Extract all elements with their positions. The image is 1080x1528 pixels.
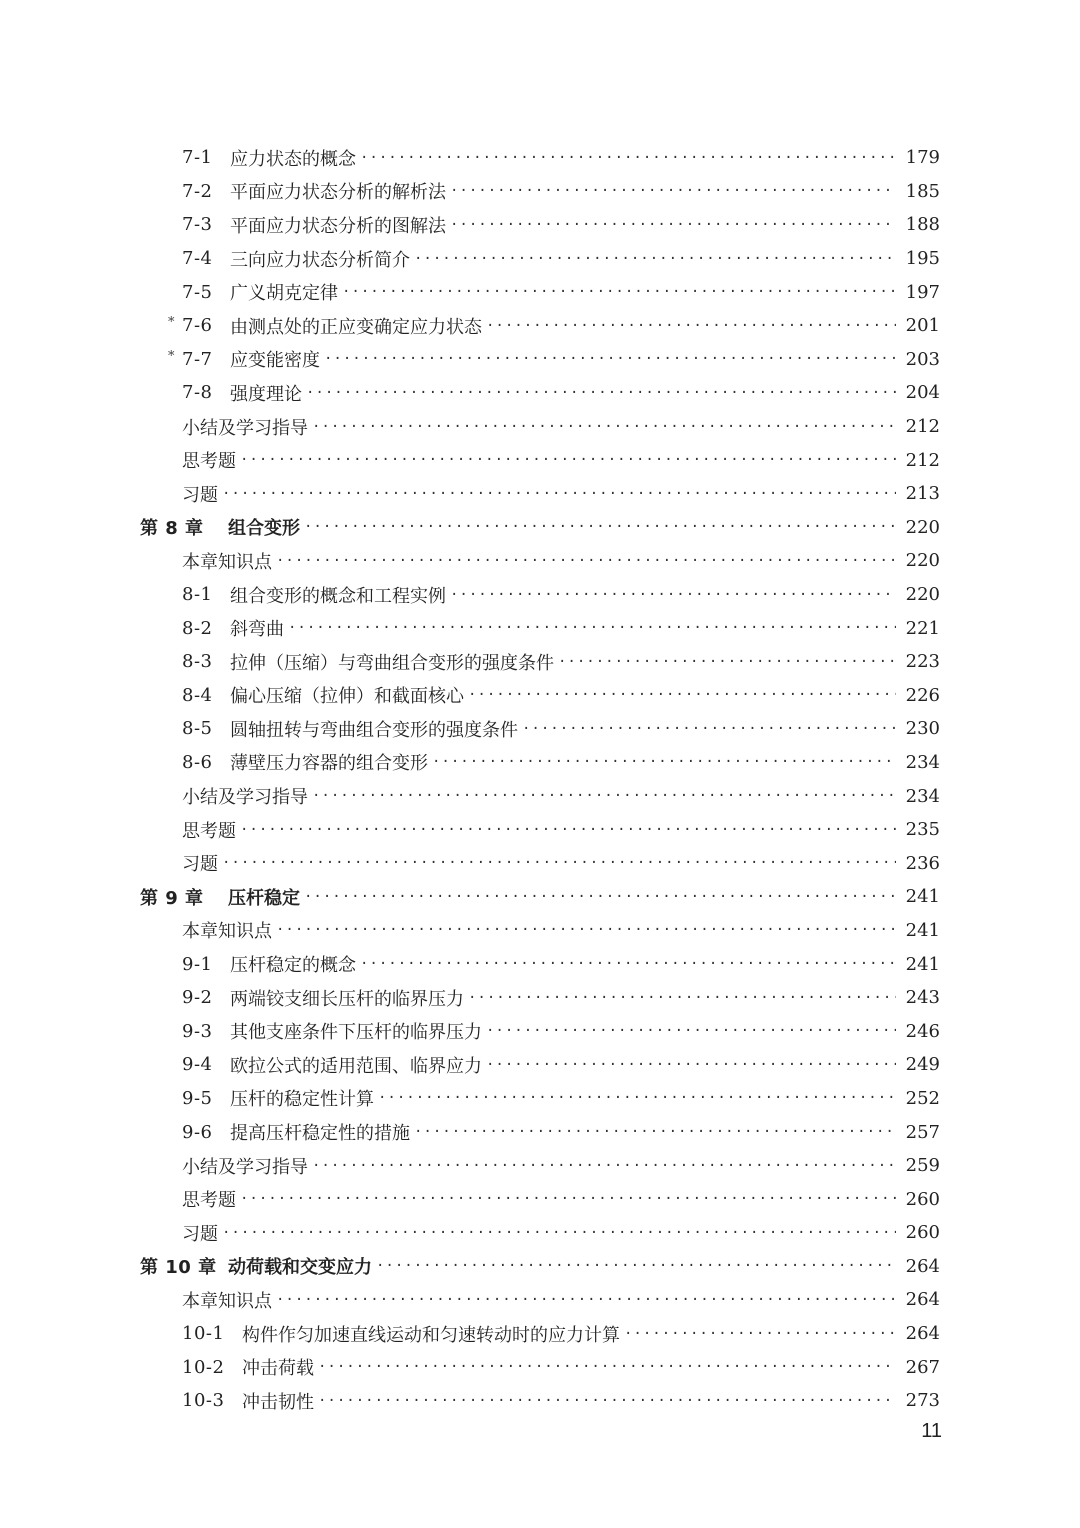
toc-section-entry [140, 981, 940, 1015]
entry-page-number: 226 [905, 684, 940, 706]
entry-number: 8-4 [182, 684, 213, 706]
dot-leader [312, 788, 896, 804]
toc-section-entry [140, 914, 940, 948]
entry-number: 10-1 [182, 1323, 225, 1345]
entry-title: 广义胡克定律 [230, 283, 338, 305]
toc-section-entry [140, 443, 940, 477]
entry-title: 由测点处的正应变确定应力状态 [230, 316, 482, 338]
dot-leader [360, 150, 896, 166]
entry-page-number: 241 [905, 919, 940, 941]
toc-section-entry [140, 779, 940, 813]
toc-section-entry [140, 477, 940, 511]
entry-title: 本章知识点 [182, 921, 272, 943]
entry-title: 压杆的稳定性计算 [230, 1089, 374, 1111]
dot-leader [288, 620, 896, 636]
entry-title: 小结及学习指导 [182, 787, 308, 809]
toc-section-entry [140, 611, 940, 645]
entry-page-number: 204 [905, 382, 940, 404]
entry-page-number: 241 [905, 953, 940, 975]
toc-section-entry [140, 1115, 940, 1149]
dot-leader [468, 687, 896, 703]
entry-number: 8-3 [182, 651, 213, 673]
entry-page-number: 249 [905, 1054, 940, 1076]
entry-page-number: 203 [905, 348, 940, 370]
entry-number: 9-3 [182, 1020, 213, 1042]
dot-leader [450, 217, 896, 233]
toc-section-entry [140, 1384, 940, 1418]
entry-number: 7-7 [182, 348, 213, 370]
entry-title: 小结及学习指导 [182, 1156, 308, 1178]
entry-title: 冲击韧性 [242, 1391, 314, 1413]
dot-leader [222, 486, 896, 502]
toc-section-entry [140, 1149, 940, 1183]
entry-page-number: 197 [905, 281, 940, 303]
entry-title: 组合变形 [228, 518, 300, 540]
dot-leader [522, 721, 896, 737]
toc-section-entry [140, 175, 940, 209]
entry-page-number: 267 [905, 1356, 940, 1378]
dot-leader [240, 452, 896, 468]
toc-section-entry [140, 947, 940, 981]
dot-leader [432, 754, 896, 770]
entry-title: 平面应力状态分析的解析法 [230, 182, 446, 204]
dot-leader [276, 553, 896, 569]
page-number: 11 [921, 1420, 942, 1442]
entry-page-number: 273 [905, 1390, 940, 1412]
dot-leader [624, 1326, 896, 1342]
dot-leader [486, 1023, 896, 1039]
entry-number: 7-2 [182, 180, 213, 202]
entry-page-number: 264 [905, 1323, 940, 1345]
dot-leader [376, 1258, 896, 1274]
toc-section-entry [140, 1082, 940, 1116]
entry-page-number: 264 [905, 1289, 940, 1311]
dot-leader [306, 385, 896, 401]
entry-number: 第 10 章 [140, 1257, 217, 1279]
toc-section-entry [140, 1350, 940, 1384]
entry-title: 压杆稳定的概念 [230, 955, 356, 977]
entry-page-number: 221 [905, 617, 940, 639]
entry-page-number: 235 [905, 819, 940, 841]
toc-chapter-entry [140, 1250, 940, 1284]
entry-page-number: 223 [905, 651, 940, 673]
dot-leader [486, 318, 896, 334]
entry-page-number: 195 [905, 248, 940, 270]
entry-number: 7-5 [182, 281, 213, 303]
toc-section-entry [140, 544, 940, 578]
entry-page-number: 220 [905, 550, 940, 572]
entry-page-number: 212 [905, 449, 940, 471]
toc-section-entry [140, 1283, 940, 1317]
dot-leader [304, 889, 896, 905]
entry-title: 小结及学习指导 [182, 417, 308, 439]
entry-page-number: 201 [905, 315, 940, 337]
entry-number: 9-6 [182, 1121, 213, 1143]
entry-page-number: 259 [905, 1155, 940, 1177]
dot-leader [558, 654, 896, 670]
toc-section-entry: * 7-6 由测点处的正应变确定应力状态 ····· 201 [140, 309, 940, 343]
entry-title: 构件作匀加速直线运动和匀速转动时的应力计算 [242, 1324, 620, 1346]
entry-number: 9-2 [182, 987, 213, 1009]
entry-number: 8-6 [182, 751, 213, 773]
entry-page-number: 188 [905, 214, 940, 236]
entry-page-number: 213 [905, 483, 940, 505]
toc-chapter-entry [140, 511, 940, 545]
entry-number: 7-3 [182, 214, 213, 236]
toc-section-entry [140, 1317, 940, 1351]
entry-page-number: 230 [905, 718, 940, 740]
entry-title: 冲击荷载 [242, 1358, 314, 1380]
dot-leader [450, 587, 896, 603]
dot-leader [450, 183, 896, 199]
toc-chapter-entry [140, 880, 940, 914]
dot-leader [486, 1057, 896, 1073]
entry-page-number: 236 [905, 852, 940, 874]
entry-title: 思考题 [182, 451, 236, 473]
toc-section-entry [140, 410, 940, 444]
toc-section-entry [140, 376, 940, 410]
dot-leader [304, 519, 896, 535]
entry-title: 提高压杆稳定性的措施 [230, 1123, 410, 1145]
entry-page-number: 212 [905, 416, 940, 438]
entry-number: 8-5 [182, 718, 213, 740]
toc-section-entry [140, 813, 940, 847]
entry-title: 其他支座条件下压杆的临界压力 [230, 1022, 482, 1044]
dot-leader [342, 284, 896, 300]
entry-number: 7-6 [182, 315, 213, 337]
entry-number: 8-1 [182, 584, 213, 606]
entry-title: 压杆稳定 [228, 887, 300, 909]
dot-leader [312, 419, 896, 435]
dot-leader [360, 956, 896, 972]
toc-section-entry [140, 746, 940, 780]
toc-section-entry [140, 1014, 940, 1048]
entry-title: 习题 [182, 484, 218, 506]
entry-title: 习题 [182, 1223, 218, 1245]
toc-section-entry [140, 645, 940, 679]
entry-page-number: 220 [905, 516, 940, 538]
entry-title: 本章知识点 [182, 551, 272, 573]
dot-leader [468, 990, 896, 1006]
dot-leader [324, 351, 896, 367]
entry-page-number: 246 [905, 1020, 940, 1042]
entry-title: 拉伸（压缩）与弯曲组合变形的强度条件 [230, 652, 554, 674]
entry-number: 9-5 [182, 1087, 213, 1109]
entry-page-number: 234 [905, 785, 940, 807]
dot-leader [312, 1158, 896, 1174]
entry-title: 强度理论 [230, 383, 302, 405]
entry-page-number: 243 [905, 987, 940, 1009]
dot-leader [276, 922, 896, 938]
toc-section-entry [140, 712, 940, 746]
toc-section-entry: * 7-7 应变能密度 ····· 203 [140, 343, 940, 377]
dot-leader [240, 1191, 896, 1207]
dot-leader [414, 1124, 896, 1140]
entry-title: 平面应力状态分析的图解法 [230, 215, 446, 237]
entry-number: 9-1 [182, 953, 213, 975]
entry-page-number: 252 [905, 1087, 940, 1109]
toc-section-entry [140, 242, 940, 276]
entry-title: 思考题 [182, 820, 236, 842]
entry-number: 7-1 [182, 147, 213, 169]
entry-title: 应变能密度 [230, 350, 320, 372]
entry-number: 10-2 [182, 1356, 225, 1378]
toc-section-entry [140, 1216, 940, 1250]
entry-title: 圆轴扭转与弯曲组合变形的强度条件 [230, 719, 518, 741]
entry-page-number: 185 [905, 180, 940, 202]
entry-page-number: 260 [905, 1188, 940, 1210]
table-of-contents [140, 141, 940, 1418]
entry-title: 应力状态的概念 [230, 148, 356, 170]
toc-section-entry [140, 208, 940, 242]
dot-leader [318, 1359, 896, 1375]
entry-title: 本章知识点 [182, 1290, 272, 1312]
toc-section-entry [140, 275, 940, 309]
entry-title: 组合变形的概念和工程实例 [230, 585, 446, 607]
entry-title: 思考题 [182, 1190, 236, 1212]
entry-title: 习题 [182, 854, 218, 876]
entry-number: 第 9 章 [140, 887, 204, 909]
entry-title: 三向应力状态分析简介 [230, 249, 410, 271]
entry-page-number: 264 [905, 1255, 940, 1277]
dot-leader [378, 1090, 896, 1106]
toc-section-entry [140, 578, 940, 612]
entry-page-number: 220 [905, 584, 940, 606]
toc-section-entry [140, 846, 940, 880]
entry-title: 欧拉公式的适用范围、临界应力 [230, 1055, 482, 1077]
entry-page-number: 179 [905, 147, 940, 169]
toc-section-entry [140, 1182, 940, 1216]
entry-page-number: 257 [905, 1121, 940, 1143]
entry-title: 两端铰支细长压杆的临界压力 [230, 988, 464, 1010]
entry-number: 8-2 [182, 617, 213, 639]
entry-title: 斜弯曲 [230, 619, 284, 641]
entry-number: 10-3 [182, 1390, 225, 1412]
entry-title: 薄壁压力容器的组合变形 [230, 753, 428, 775]
dot-leader [276, 1292, 896, 1308]
dot-leader [318, 1393, 896, 1409]
entry-title: 动荷载和交变应力 [228, 1257, 372, 1279]
entry-page-number: 260 [905, 1222, 940, 1244]
toc-section-entry [140, 1048, 940, 1082]
dot-leader [414, 251, 896, 267]
entry-page-number: 241 [905, 886, 940, 908]
toc-section-entry [140, 141, 940, 175]
entry-number: 第 8 章 [140, 518, 204, 540]
dot-leader [222, 1225, 896, 1241]
dot-leader [240, 822, 896, 838]
entry-number: 9-4 [182, 1054, 213, 1076]
toc-section-entry [140, 679, 940, 713]
entry-number: 7-8 [182, 382, 213, 404]
dot-leader [222, 855, 896, 871]
entry-number: 7-4 [182, 248, 213, 270]
entry-page-number: 234 [905, 751, 940, 773]
entry-title: 偏心压缩（拉伸）和截面核心 [230, 686, 464, 708]
